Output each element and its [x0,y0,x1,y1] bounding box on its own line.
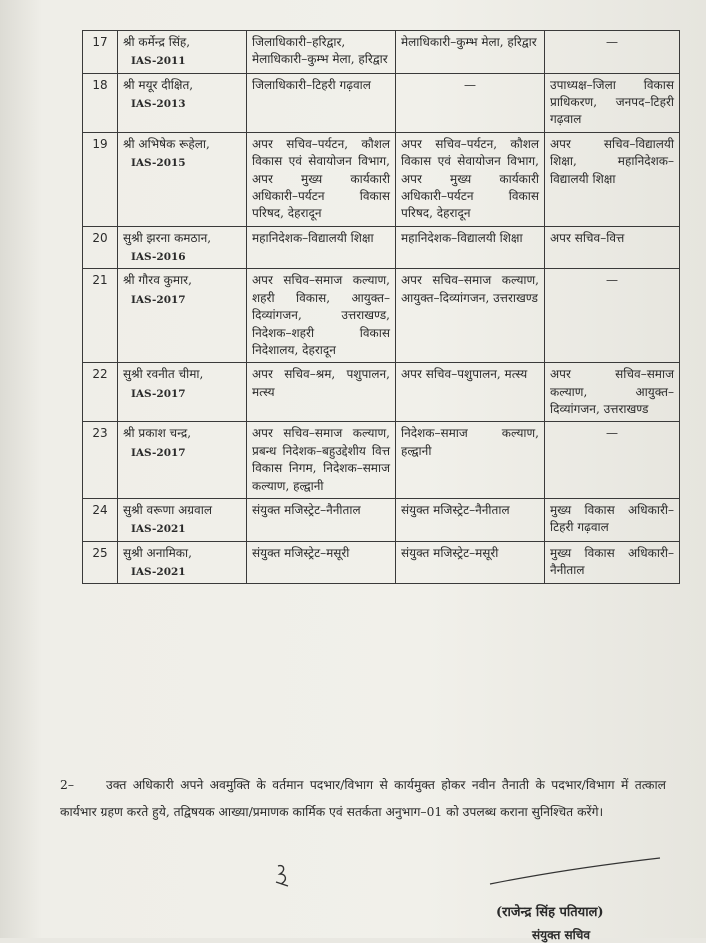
present-post-cell: अपर सचिव–समाज कल्याण, प्रबन्ध निदेशक–बहुउद्देशीय वित्त विकास निगम, निदेशक–समाज कल्याण, हल्द्वानी [247,422,396,499]
present-post-cell: संयुक्त मजिस्ट्रेट–नैनीताल [247,499,396,542]
serial-number-cell: 17 [83,31,118,74]
relieved-post-cell: — [545,422,680,499]
officer-cadre: IAS-2016 [131,251,186,264]
officer-cell [118,422,247,499]
officer-cell [118,541,247,584]
instruction-paragraph [60,772,666,826]
serial-number-cell: 22 [83,363,118,422]
new-post-cell: अपर सचिव–पशुपालन, मत्स्य [396,363,545,422]
signature-scribble-icon [470,850,670,890]
officer-cadre: IAS-2011 [131,55,186,68]
officer-name: श्री अभिषेक रूहेला, [123,136,210,151]
present-post-cell: अपर सचिव–समाज कल्याण, शहरी विकास, आयुक्त–दिव्यांगजन, उत्तराखण्ड, निदेशक–शहरी विकास निदेशालय, देहरादून [247,269,396,363]
posting-table [82,30,680,584]
initial-mark-icon [272,862,294,888]
officer-cadre: IAS-2017 [131,387,186,400]
new-post-cell: संयुक्त मजिस्ट्रेट–मसूरी [396,541,545,584]
present-post-cell: जिलाधिकारी–हरिद्वार, मेलाधिकारी–कुम्भ मेला, हरिद्वार [247,31,396,74]
officer-cell [118,226,247,269]
new-post-cell: निदेशक–समाज कल्याण, हल्द्वानी [396,422,545,499]
new-post-cell: — [396,73,545,132]
relieved-post-cell: — [545,31,680,74]
relieved-post-cell: अपर सचिव–समाज कल्याण, आयुक्त–दिव्यांगजन, उत्तराखण्ड [545,363,680,422]
serial-number-cell: 19 [83,132,118,226]
table-row [83,541,680,584]
present-post-cell: महानिदेशक–विद्यालयी शिक्षा [247,226,396,269]
table-row [83,422,680,499]
officer-name: सुश्री रवनीत चीमा, [123,367,204,382]
new-post-cell: मेलाधिकारी–कुम्भ मेला, हरिद्वार [396,31,545,74]
paragraph-number: 2– [60,778,74,792]
officer-cell [118,363,247,422]
table-row [83,363,680,422]
officer-name: सुश्री झरना कमठान, [123,230,212,245]
officer-cell [118,499,247,542]
table-row [83,73,680,132]
officer-cadre: IAS-2021 [131,566,186,579]
table-row [83,226,680,269]
serial-number-cell: 18 [83,73,118,132]
serial-number-cell: 20 [83,226,118,269]
serial-number-cell: 21 [83,269,118,363]
signatory-name: (राजेन्द्र सिंह पतियाल) [496,905,604,920]
new-post-cell: अपर सचिव–पर्यटन, कौशल विकास एवं सेवायोजन विभाग, अपर मुख्य कार्यकारी अधिकारी–पर्यटन विकास परिषद, देहरादून [396,132,545,226]
relieved-post-cell: मुख्य विकास अधिकारी–नैनीताल [545,541,680,584]
officer-cadre: IAS-2017 [131,293,186,306]
officer-cell [118,73,247,132]
present-post-cell: अपर सचिव–श्रम, पशुपालन, मत्स्य [247,363,396,422]
officer-name: श्री मयूर दीक्षित, [123,77,194,92]
relieved-post-cell: अपर सचिव–विद्यालयी शिक्षा, महानिदेशक–विद्यालयी शिक्षा [545,132,680,226]
present-post-cell: संयुक्त मजिस्ट्रेट–मसूरी [247,541,396,584]
paragraph-text: उक्त अधिकारी अपने अवमुक्ति के वर्तमान पदभार/विभाग से कार्यमुक्त होकर नवीन तैनाती के पदभार/विभाग में तत्काल कार्यभार ग्रहण करते हुये, तद्विषयक आख्या/प्रमाणक कार्मिक एवं सतर्कता अनुभाग–01 को उपलब्ध कराना सुनिश्चित करेंगे। [60,778,666,819]
relieved-post-cell: मुख्य विकास अधिकारी–टिहरी गढ़वाल [545,499,680,542]
officer-name: सुश्री अनामिका, [123,545,192,560]
officer-cell [118,31,247,74]
signatory-designation: संयुक्त सचिव [532,928,591,942]
table-row [83,269,680,363]
new-post-cell: संयुक्त मजिस्ट्रेट–नैनीताल [396,499,545,542]
officer-cell [118,132,247,226]
officer-cadre: IAS-2017 [131,446,186,459]
table-row [83,132,680,226]
relieved-post-cell: — [545,269,680,363]
table-row [83,499,680,542]
relieved-post-cell: अपर सचिव–वित्त [545,226,680,269]
officer-cadre: IAS-2013 [131,98,186,110]
serial-number-cell: 24 [83,499,118,542]
present-post-cell: जिलाधिकारी–टिहरी गढ़वाल [247,73,396,132]
posting-table-body [83,31,680,584]
officer-cell [118,269,247,363]
officer-name: श्री प्रकाश चन्द्र, [123,426,192,441]
officer-cadre: IAS-2021 [131,523,186,536]
serial-number-cell: 23 [83,422,118,499]
new-post-cell: महानिदेशक–विद्यालयी शिक्षा [396,226,545,269]
table-row [83,31,680,74]
officer-name: श्री गौरव कुमार, [123,273,192,288]
officer-name: श्री कर्मेन्द्र सिंह, [123,35,191,49]
serial-number-cell: 25 [83,541,118,584]
new-post-cell: अपर सचिव–समाज कल्याण, आयुक्त–दिव्यांगजन, उत्तराखण्ड [396,269,545,363]
officer-name: सुश्री वरूणा अग्रवाल [123,503,212,518]
officer-cadre: IAS-2015 [131,157,186,170]
present-post-cell: अपर सचिव–पर्यटन, कौशल विकास एवं सेवायोजन विभाग, अपर मुख्य कार्यकारी अधिकारी–पर्यटन विकास परिषद, देहरादून [247,132,396,226]
relieved-post-cell: उपाध्यक्ष–जिला विकास प्राधिकरण, जनपद–टिहरी गढ़वाल [545,73,680,132]
